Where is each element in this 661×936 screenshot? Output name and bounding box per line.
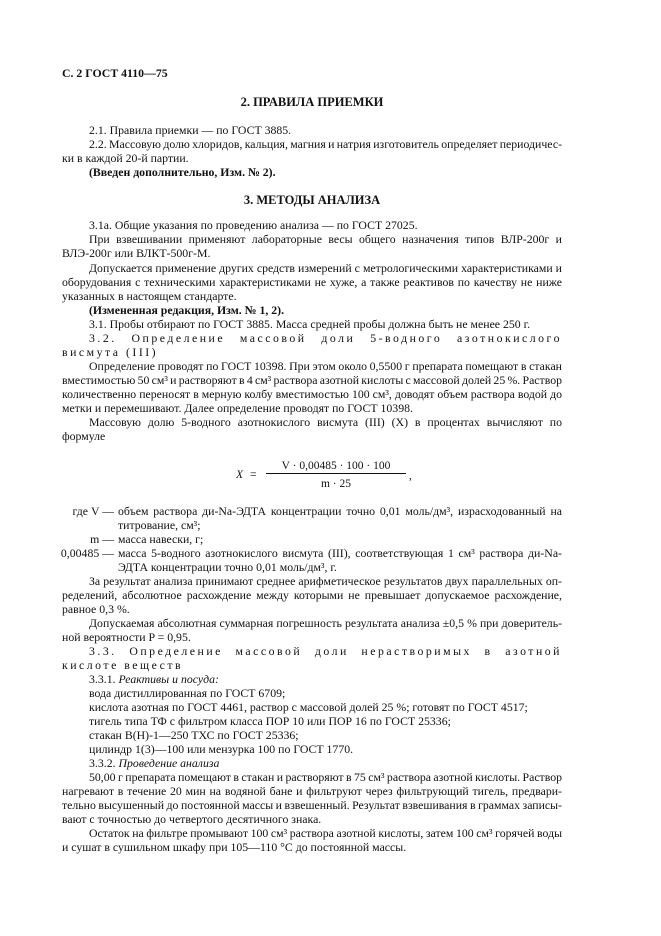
paragraph-line: метки и перемешивают. Далее определение проводят по ГОСТ 10398. — [62, 401, 413, 415]
subsection-3-3-2 — [89, 757, 562, 770]
paragraph-line: Допускаемая абсолютная суммарная погрешность результата анализа ±0,5 % при доверитель- — [89, 616, 562, 630]
paragraph-line: 3.1а. Общие указания по проведению анализа — по ГОСТ 27025. — [89, 218, 418, 232]
definition-text: масса 5-водного азотнокислого висмута (III), соответствующая 1 см³ раствора ди-Na- — [118, 546, 562, 560]
paragraph-line: Допускается применение других средств измерений с метрологическими характеристиками и — [89, 261, 562, 275]
paragraph-line: Остаток на фильтре промывают 100 см³ раствора азотной кислоты, затем 100 см³ горячей воды — [89, 826, 562, 840]
paragraph-line: 50,00 г препарата помещают в стакан и растворяют в 75 см³ раствора азотной кислоты. Раствор — [89, 770, 562, 784]
paragraph-line: За результат анализа принимают среднее арифметическое результатов двух параллельных оп- — [89, 574, 562, 588]
subsection-title: Проведение анализа — [118, 756, 220, 770]
page-header: С. 2 ГОСТ 4110—75 — [62, 66, 168, 80]
paragraph-line: вают с точностью до четвертого десятичного знака. — [62, 812, 322, 826]
paragraph-line: указанных в настоящем стандарте. — [62, 289, 237, 303]
formula — [236, 459, 426, 493]
reagent-item: кислота азотная по ГОСТ 4461, раствор с массовой долей 25 %; готовят по ГОСТ 4517; — [89, 700, 528, 714]
reagent-item: вода дистиллированная по ГОСТ 6709; — [89, 686, 286, 700]
paragraph-line: и сушат в сушильном шкафу при 105—110 °С до постоянной массы. — [62, 840, 407, 854]
subsection-number: 3.3.1. — [89, 672, 116, 686]
subsection-heading-cont: висмута (III) — [62, 345, 159, 359]
paragraph-line: 3.1. Пробы отбирают по ГОСТ 3885. Масса средней пробы должна быть не менее 250 г. — [89, 317, 531, 331]
paragraph-line: При взвешивании применяют лабораторные весы общего назначения типов ВЛР-200г и — [89, 232, 562, 246]
amendment-note: (Измененная редакция, Изм. № 1, 2). — [89, 303, 285, 317]
formula-lhs: X — [236, 469, 244, 481]
reagent-item: стакан В(Н)-1—250 ТХС по ГОСТ 25336; — [89, 728, 299, 742]
definition-text: объем раствора ди-Na-ЭДТА концентрации точно 0,01 моль/дм³, израсходованный на — [118, 504, 562, 518]
subsection-number: 3.3.2. — [89, 756, 116, 770]
paragraph-line: нагревают в течение 20 мин на водяной бане и фильтруют через фильтрующий тигель, предвари- — [62, 784, 562, 798]
paragraph-line: ределений, абсолютное расхождение между которыми не превышает допускаемое расхождение, — [62, 588, 562, 602]
paragraph-line: Массовую долю 5-водного азотнокислого висмута (III) (X) в процентах вычисляют по — [89, 415, 562, 429]
paragraph-line: Определение проводят по ГОСТ 10398. При этом около 0,5500 г препарата помещают в стакан — [89, 359, 562, 373]
paragraph-line: формуле — [62, 429, 106, 443]
definition-label: m — — [90, 532, 114, 546]
section-2-title: 2. ПРАВИЛА ПРИЕМКИ — [240, 95, 384, 109]
formula-denominator: m · 25 — [320, 478, 352, 490]
paragraph-line: ВЛЭ-200г или ВЛКТ-500г-М. — [62, 246, 211, 260]
amendment-note: (Введен дополнительно, Изм. № 2). — [89, 165, 276, 179]
paragraph-line: равное 0,3 %. — [62, 602, 130, 616]
formula-equals: = — [250, 469, 257, 481]
subsection-heading: 3.3. Определение массовой доли нерастворимых в азотной — [89, 644, 562, 658]
definition-label: где V — — [72, 504, 114, 518]
subsection-heading: 3.2. Определение массовой доли 5-водного азотнокислого — [89, 331, 562, 345]
paragraph-line: 2.2. Массовую долю хлоридов, кальция, магния и натрия изготовитель определяет периодичес- — [89, 137, 562, 151]
subsection-heading-cont: кислоте веществ — [62, 658, 184, 672]
reagent-item: цилиндр 1(3)—100 или мензурка 100 по ГОСТ 1770. — [89, 742, 354, 756]
paragraph-line: ной вероятности P = 0,95. — [62, 630, 191, 644]
definition-text: титрование, см³; — [118, 518, 201, 532]
formula-numerator: V · 0,00485 · 100 · 100 — [266, 459, 406, 474]
paragraph-line: 2.1. Правила приемки — по ГОСТ 3885. — [89, 123, 292, 137]
paragraph-line: количественно переносят в мерную колбу вместимостью 100 см³, доводят объем раствора водой до — [62, 387, 562, 401]
definition-text: масса навески, г; — [118, 532, 204, 546]
reagent-item: тигель типа ТФ с фильтром класса ПОР 10 или ПОР 16 по ГОСТ 25336; — [89, 714, 451, 728]
paragraph-line: вместимостью 50 см³ и растворяют в 4 см³ раствора азотной кислоты с массовой долей 25 %. Раствор — [62, 373, 562, 387]
formula-comma: , — [409, 470, 412, 482]
paragraph-line: тельно высушенный до постоянной массы и взвешенный. Результат взвешивания в граммах записы- — [62, 798, 562, 812]
subsection-title: Реактивы и посуда: — [118, 672, 219, 686]
paragraph-line: ки в каждой 20-й партии. — [62, 151, 189, 165]
section-3-title: 3. МЕТОДЫ АНАЛИЗА — [243, 193, 381, 207]
subsection-3-3-1 — [89, 673, 562, 686]
definition-label: 0,00485 — — [60, 546, 114, 560]
paragraph-line: оборудования с техническими характеристиками не хуже, а также реактивов по качеству не ниже — [62, 275, 562, 289]
definition-text: ЭДТА концентрации точно 0,01 моль/дм³, г. — [118, 560, 337, 574]
